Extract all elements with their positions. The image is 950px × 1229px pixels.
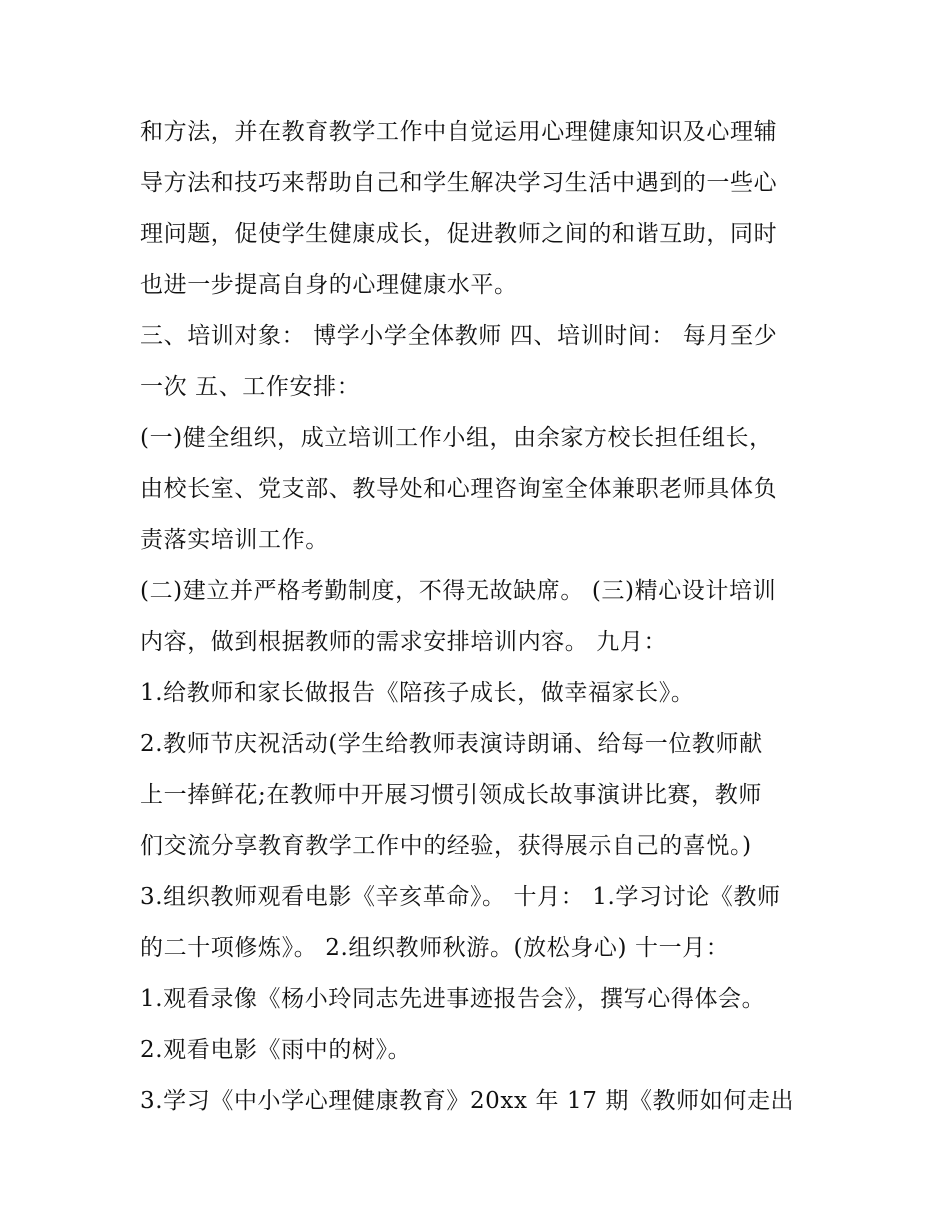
body-line-19: 2.观看电影《雨中的树》。	[140, 1037, 412, 1063]
document-body	[140, 107, 820, 1127]
body-line-13: 2.教师节庆祝活动(学生给教师表演诗朗诵、给每一位教师献	[140, 731, 763, 757]
body-line-20: 3.学习《中小学心理健康教育》20xx 年 17 期《教师如何走出	[140, 1088, 795, 1114]
body-line-11: 内容，做到根据教师的需求安排培训内容。 九月：	[140, 629, 668, 655]
body-line-1: 和方法，并在教育教学工作中自觉运用心理健康知识及心理辅	[140, 119, 778, 145]
body-line-8: 由校长室、党支部、教导处和心理咨询室全体兼职老师具体负	[140, 476, 778, 502]
body-line-15: 们交流分享教育教学工作中的经验，获得展示自己的喜悦。)	[140, 833, 752, 859]
body-line-4: 也进一步提高自身的心理健康水平。	[140, 272, 518, 298]
body-line-16: 3.组织教师观看电影《辛亥革命》。 十月： 1.学习讨论《教师	[140, 884, 781, 910]
body-line-5: 三、培训对象： 博学小学全体教师 四、培训时间： 每月至少	[140, 323, 778, 349]
body-line-9: 责落实培训工作。	[140, 527, 329, 553]
body-line-17: 的二十项修炼》。 2.组织教师秋游。(放松身心) 十一月：	[140, 935, 730, 961]
body-line-14: 上一捧鲜花;在教师中开展习惯引领成长故事演讲比赛，教师	[140, 782, 762, 808]
body-line-12: 1.给教师和家长做报告《陪孩子成长，做幸福家长》。	[140, 680, 695, 706]
body-line-6: 一次 五、工作安排：	[140, 374, 361, 400]
body-line-2: 导方法和技巧来帮助自己和学生解决学习生活中遇到的一些心	[140, 170, 778, 196]
body-line-3: 理问题，促使学生健康成长，促进教师之间的和谐互助，同时	[140, 221, 778, 247]
body-line-18: 1.观看录像《杨小玲同志先进事迹报告会》，撰写心得体会。	[140, 986, 766, 1012]
body-line-10: (二)建立并严格考勤制度，不得无故缺席。 (三)精心设计培训	[140, 578, 777, 604]
body-line-7: (一)健全组织，成立培训工作小组，由余家方校长担任组长，	[140, 425, 773, 451]
